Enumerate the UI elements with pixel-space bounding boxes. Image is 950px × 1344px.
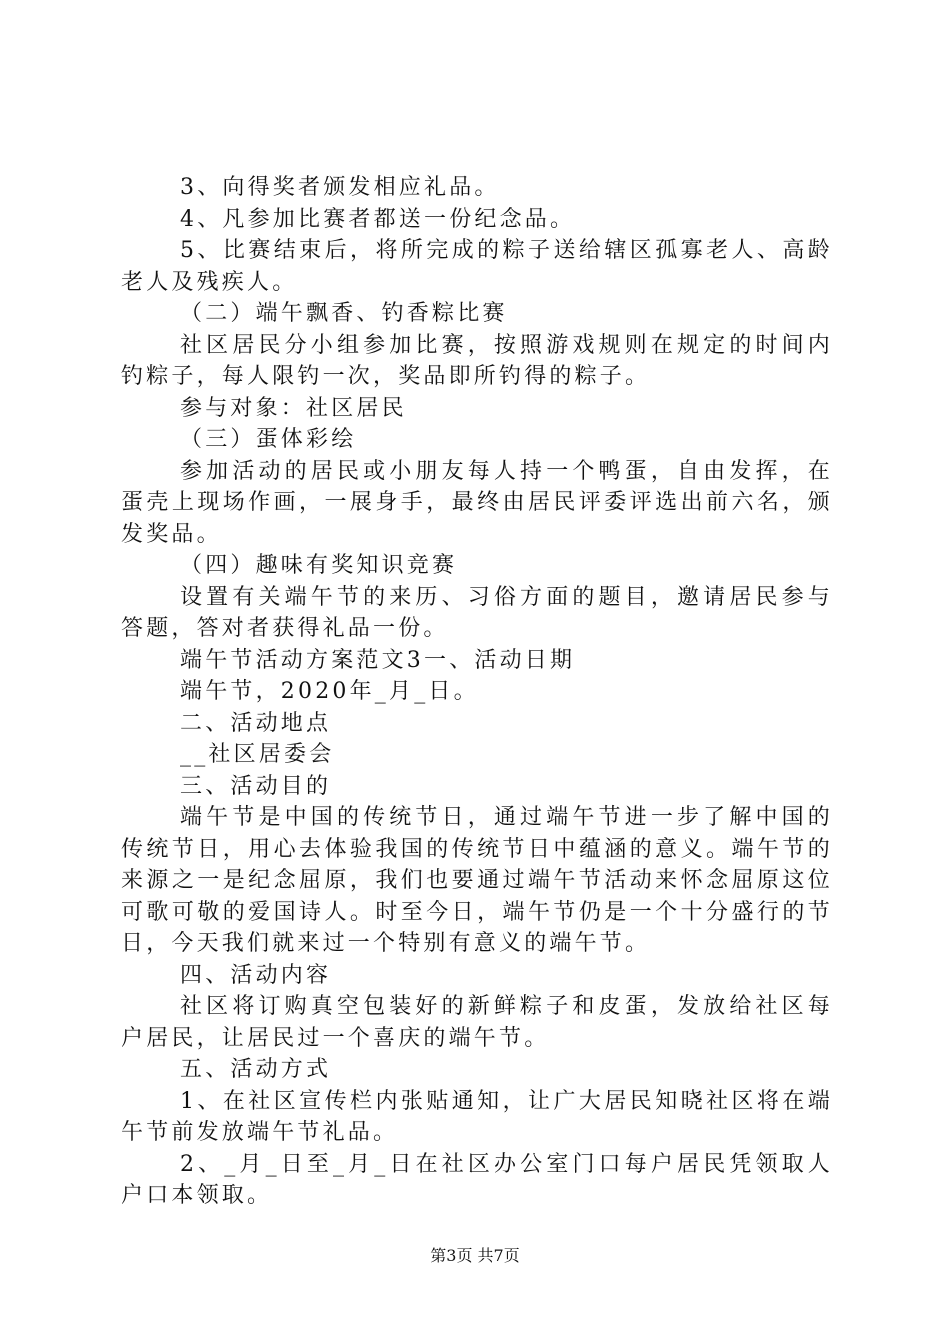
section-heading: （三）蛋体彩绘 bbox=[180, 427, 357, 452]
page-number-footer: 第3页 共7页 bbox=[430, 1246, 520, 1265]
paragraph: 4、凡参加比赛者都送一份纪念品。 bbox=[180, 206, 576, 232]
paragraph: 社区将订购真空包装好的新鲜粽子和皮蛋，发放给社区每户居民，让居民过一个喜庆的端午节。 bbox=[121, 994, 833, 1051]
section-heading: 二、活动地点 bbox=[180, 710, 332, 736]
paragraph: 端午节是中国的传统节日，通过端午节进一步了解中国的传统节日，用心去体验我国的传统节日中蕴涵的意义。端午节的来源之一是纪念屈原，我们也要通过端午节活动来怀念屈原这位可歌可敬的爱国诗人。时至今日，端午节仍是一个十分盛行的节日，今天我们就来过一个特别有意义的端午节。 bbox=[121, 805, 833, 956]
paragraph: 2、_月_日至_月_日在社区办公室门口每户居民凭领取人户口本领取。 bbox=[121, 1151, 833, 1208]
section-heading: （二）端午飘香、钓香粽比赛 bbox=[180, 301, 508, 326]
paragraph: 社区居民分小组参加比赛，按照游戏规则在规定的时间内钓粽子，每人限钓一次，奖品即所钓得的粽子。 bbox=[121, 332, 833, 389]
section-heading: 四、活动内容 bbox=[180, 962, 332, 988]
paragraph: 1、在社区宣传栏内张贴通知，让广大居民知晓社区将在端午节前发放端午节礼品。 bbox=[121, 1088, 833, 1145]
paragraph: 端午节，2020年_月_日。 bbox=[180, 679, 479, 704]
section-heading: 端午节活动方案范文3一、活动日期 bbox=[180, 647, 576, 673]
document-body bbox=[121, 172, 833, 1212]
section-heading: 三、活动目的 bbox=[180, 773, 332, 799]
paragraph: 参与对象：社区居民 bbox=[180, 395, 407, 421]
paragraph: 参加活动的居民或小朋友每人持一个鸭蛋，自由发挥，在蛋壳上现场作画，一展身手，最终由居民评委评选出前六名，颁发奖品。 bbox=[121, 458, 833, 547]
paragraph: 设置有关端午节的来历、习俗方面的题目，邀请居民参与答题，答对者获得礼品一份。 bbox=[121, 584, 833, 641]
paragraph: 3、向得奖者颁发相应礼品。 bbox=[180, 175, 500, 200]
paragraph: __社区居委会 bbox=[180, 742, 335, 767]
section-heading: 五、活动方式 bbox=[180, 1057, 332, 1082]
paragraph: 5、比赛结束后，将所完成的粽子送给辖区孤寡老人、高龄老人及残疾人。 bbox=[121, 238, 833, 295]
section-heading: （四）趣味有奖知识竞赛 bbox=[180, 553, 458, 578]
